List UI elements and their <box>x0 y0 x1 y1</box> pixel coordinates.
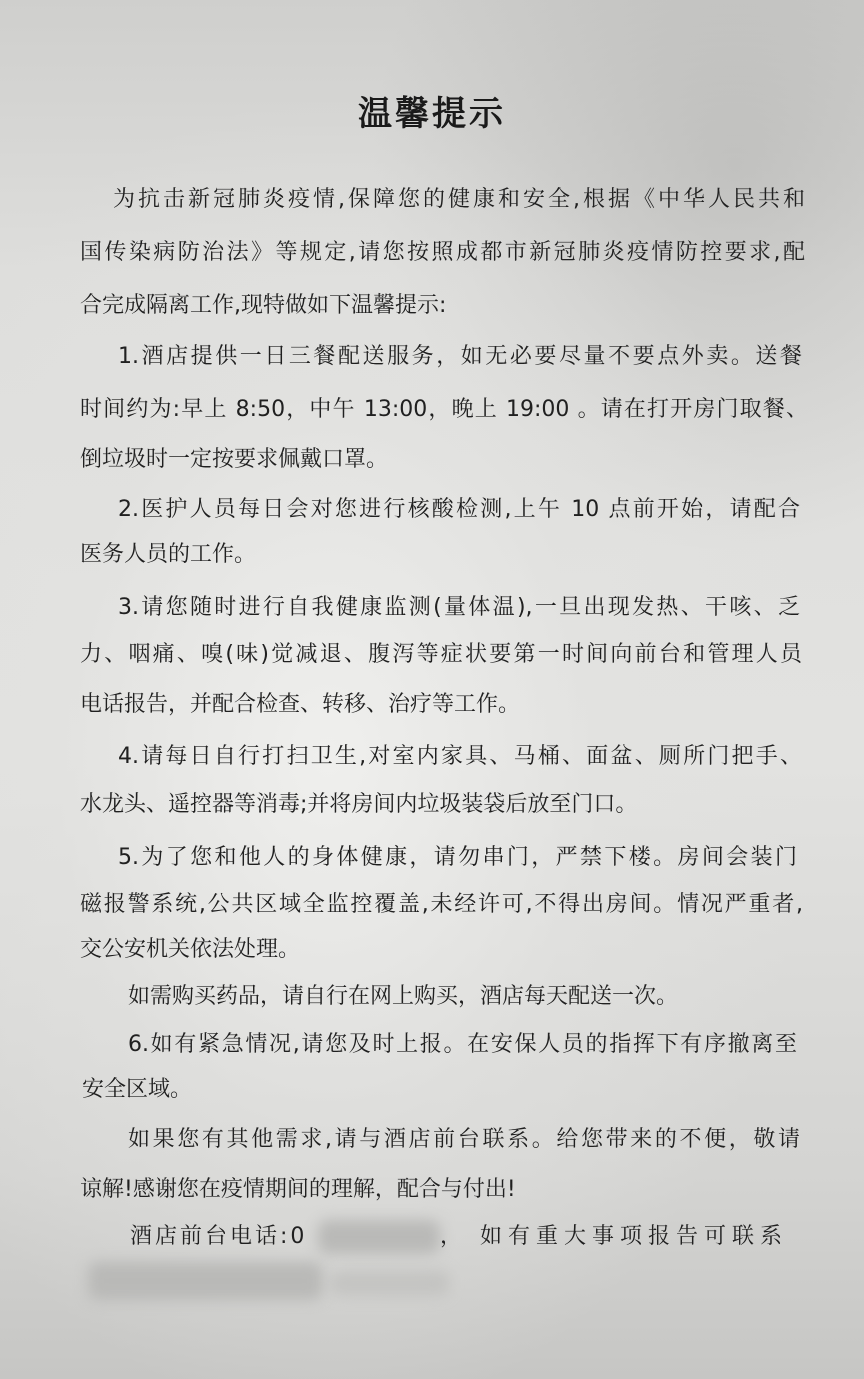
bottom-redaction-blur-faint <box>330 1270 450 1296</box>
notice-title: 温馨提示 <box>358 94 506 134</box>
phone-redaction-blur <box>318 1220 440 1254</box>
item-3-line-1: 3.请您随时进行自我健康监测(量体温),一旦出现发热、干咳、乏 <box>118 595 800 620</box>
major-report-contact-text: 如有重大事项报告可联系 <box>480 1224 789 1249</box>
intro-line-3: 合完成隔离工作,现特做如下温馨提示: <box>80 293 447 318</box>
item-1-line-1: 1.酒店提供一日三餐配送服务，如无必要尽量不要点外卖。送餐 <box>118 344 802 369</box>
intro-line-2: 国传染病防治法》等规定,请您按照成都市新冠肺炎疫情防控要求,配 <box>80 240 805 265</box>
closing-line-2: 谅解!感谢您在疫情期间的理解，配合与付出! <box>80 1177 516 1202</box>
item-2-line-1: 2.医护人员每日会对您进行核酸检测,上午 10 点前开始，请配合 <box>118 497 800 522</box>
contact-separator: ， <box>440 1224 463 1249</box>
item-5-line-3: 交公安机关依法处理。 <box>80 937 301 962</box>
bottom-redaction-blur <box>88 1262 323 1300</box>
intro-line-1: 为抗击新冠肺炎疫情,保障您的健康和安全,根据《中华人民共和 <box>113 187 805 212</box>
item-6-line-1: 6.如有紧急情况,请您及时上报。在安保人员的指挥下有序撤离至 <box>128 1032 797 1057</box>
medicine-note: 如需购买药品，请自行在网上购买，酒店每天配送一次。 <box>128 984 679 1009</box>
item-4-line-1: 4.请每日自行打扫卫生,对室内家具、马桶、面盆、厕所门把手、 <box>118 744 802 769</box>
item-5-line-1: 5.为了您和他人的身体健康，请勿串门，严禁下楼。房间会装门 <box>118 845 797 870</box>
front-desk-phone-label: 酒店前台电话:0 <box>130 1224 308 1249</box>
item-3-line-3: 电话报告，并配合检查、转移、治疗等工作。 <box>80 692 521 717</box>
item-4-line-2: 水龙头、遥控器等消毒;并将房间内垃圾装袋后放至门口。 <box>80 792 638 817</box>
item-1-line-2: 时间约为:早上 8:50，中午 13:00，晚上 19:00 。请在打开房门取餐、 <box>80 397 808 422</box>
item-5-line-2: 磁报警系统,公共区域全监控覆盖,未经许可,不得出房间。情况严重者, <box>80 892 803 917</box>
item-6-line-2: 安全区域。 <box>82 1077 193 1102</box>
item-1-line-3: 倒垃圾时一定按要求佩戴口罩。 <box>80 447 389 472</box>
closing-line-1: 如果您有其他需求,请与酒店前台联系。给您带来的不便，敬请 <box>128 1127 800 1152</box>
item-2-line-2: 医务人员的工作。 <box>80 542 257 567</box>
item-3-line-2: 力、咽痛、嗅(味)觉减退、腹泻等症状要第一时间向前台和管理人员 <box>80 642 802 667</box>
